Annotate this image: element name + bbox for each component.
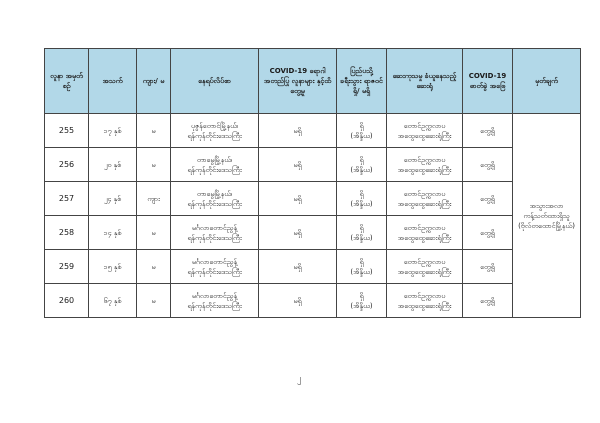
address-line: ရန်ကုန်တိုင်းဒေသကြီး [187, 165, 242, 174]
hospital-line: တောင်ဥက္ကလာပ [403, 257, 446, 266]
cell-test-result: တွေ့ရှိ [463, 114, 513, 148]
table-row [45, 284, 581, 318]
address-line: ပုဇွန်တောင်မြို့နယ်၊ [191, 121, 238, 130]
address-line: ရန်ကုန်တိုင်းဒေသကြီး [187, 233, 242, 242]
cell-sex: မ [137, 284, 171, 318]
travel-line: (အိန္ဒိယ) [350, 301, 373, 310]
cell-travel-history [337, 114, 387, 148]
cell-contact: မရှိ [259, 114, 337, 148]
address-line: မင်္ဂလာတောင်ညွန့် [191, 257, 238, 266]
cell-travel-history [337, 250, 387, 284]
cell-sex: မ [137, 216, 171, 250]
cell-travel-history [337, 182, 387, 216]
cell-test-result: တွေ့ရှိ [463, 148, 513, 182]
address-line: မင်္ဂလာတောင်ညွန့် [191, 223, 238, 232]
cell-address [171, 182, 259, 216]
cell-age: ၁၅ နှစ် [89, 250, 137, 284]
travel-line: ရှိ [359, 223, 364, 232]
cell-hospital [387, 114, 463, 148]
travel-line: (အိန္ဒိယ) [350, 165, 373, 174]
table-header [45, 49, 581, 114]
cell-travel-history [337, 216, 387, 250]
cell-address [171, 284, 259, 318]
address-line: ရန်ကုန်တိုင်းဒေသကြီး [187, 199, 242, 208]
cell-contact: မရှိ [259, 182, 337, 216]
travel-line: ရှိ [359, 121, 364, 130]
header-patient-number: လူနာ အမှတ် စဉ် [45, 49, 89, 114]
header-travel-history: ပြည်ပသို့ ခရီးသွား ရာဇဝင် ရှိ/ မရှိ [337, 49, 387, 114]
address-line: ရန်ကုန်တိုင်းဒေသကြီး [187, 301, 242, 310]
cell-age: ၂၀ နှစ် [89, 148, 137, 182]
hospital-line: တောင်ဥက္ကလာပ [403, 189, 446, 198]
remark-line: ကန့်သတ်ထားရှိသူ [523, 211, 570, 220]
table-row [45, 114, 581, 148]
header-sex: ကျား/ မ [137, 49, 171, 114]
hospital-line: အထွေထွေဆေးရုံကြီး [397, 199, 452, 208]
address-line: ရန်ကုန်တိုင်းဒေသကြီး [187, 267, 242, 276]
patient-table-wrapper [44, 48, 580, 318]
table-row [45, 216, 581, 250]
cell-contact: မရှိ [259, 250, 337, 284]
cell-age: ၁၇ နှစ် [89, 114, 137, 148]
cell-address [171, 114, 259, 148]
cell-sex: မ [137, 114, 171, 148]
hospital-line: အထွေထွေဆေးရုံကြီး [397, 301, 452, 310]
cell-age: ၁၄ နှစ် [89, 216, 137, 250]
cell-hospital [387, 216, 463, 250]
cell-patient-number: 256 [45, 148, 89, 182]
cell-sex: မ [137, 148, 171, 182]
hospital-line: အထွေထွေဆေးရုံကြီး [397, 131, 452, 140]
cell-address [171, 148, 259, 182]
cell-test-result: တွေ့ရှိ [463, 216, 513, 250]
patient-table [44, 48, 581, 318]
travel-line: ရှိ [359, 155, 364, 164]
header-remark: မှတ်ချက် [513, 49, 581, 114]
cell-contact: မရှိ [259, 148, 337, 182]
table-row [45, 182, 581, 216]
header-row [45, 49, 581, 114]
cell-sex: မ [137, 250, 171, 284]
address-line: မင်္ဂလာတောင်ညွန့် [191, 291, 238, 300]
header-address: နေရပ်လိပ်စာ [171, 49, 259, 114]
cell-hospital [387, 148, 463, 182]
cell-patient-number: 259 [45, 250, 89, 284]
cell-address [171, 216, 259, 250]
hospital-line: တောင်ဥက္ကလာပ [403, 155, 446, 164]
table-row [45, 250, 581, 284]
remark-line: အသွားအလာ [529, 201, 564, 210]
cell-contact: မရှိ [259, 216, 337, 250]
cell-hospital [387, 284, 463, 318]
cell-test-result: တွေ့ရှိ [463, 182, 513, 216]
cell-hospital [387, 250, 463, 284]
cell-patient-number: 255 [45, 114, 89, 148]
cell-remark [513, 114, 581, 318]
cell-sex: ကျား [137, 182, 171, 216]
hospital-line: အထွေထွေဆေးရုံကြီး [397, 233, 452, 242]
cell-patient-number: 257 [45, 182, 89, 216]
header-hospital: ဆေးကုသမှု ခံယူနေသည့် ဆေးရုံ [387, 49, 463, 114]
travel-line: ရှိ [359, 257, 364, 266]
travel-line: (အိန္ဒိယ) [350, 199, 373, 208]
address-line: ရန်ကုန်တိုင်းဒေသကြီး [187, 131, 242, 140]
hospital-line: တောင်ဥက္ကလာပ [403, 291, 446, 300]
table-row [45, 148, 581, 182]
header-test-result: COVID-19 ဓာတ်ခွဲ အဖြေ [463, 49, 513, 114]
travel-line: ရှိ [359, 189, 364, 198]
header-contact: COVID-19 ရောဂါ အတည်ပြု လူနာများ နှင့်ထိတွေ့မှု [259, 49, 337, 114]
cell-contact: မရှိ [259, 284, 337, 318]
cell-travel-history [337, 284, 387, 318]
table-body [45, 114, 581, 318]
cell-address [171, 250, 259, 284]
travel-line: (အိန္ဒိယ) [350, 131, 373, 140]
address-line: တာမွေမြို့နယ်၊ [196, 155, 233, 164]
cell-patient-number: 260 [45, 284, 89, 318]
cell-hospital [387, 182, 463, 216]
cell-test-result: တွေ့ရှိ [463, 284, 513, 318]
address-line: တာမွေမြို့နယ်၊ [196, 189, 233, 198]
travel-line: (အိန္ဒိယ) [350, 233, 373, 242]
travel-line: ရှိ [359, 291, 364, 300]
remark-line: (ဗိုလ်တထောင်မြို့နယ်) [518, 221, 575, 230]
header-age: အသက် [89, 49, 137, 114]
hospital-line: အထွေထွေဆေးရုံကြီး [397, 267, 452, 276]
hospital-line: တောင်ဥက္ကလာပ [403, 223, 446, 232]
cell-travel-history [337, 148, 387, 182]
cell-test-result: တွေ့ရှိ [463, 250, 513, 284]
cell-patient-number: 258 [45, 216, 89, 250]
travel-line: (အိန္ဒိယ) [350, 267, 373, 276]
hospital-line: အထွေထွေဆေးရုံကြီး [397, 165, 452, 174]
page-number: ၂ [297, 374, 302, 384]
cell-age: ၆၇ နှစ် [89, 284, 137, 318]
cell-age: ၂၄ နှစ် [89, 182, 137, 216]
hospital-line: တောင်ဥက္ကလာပ [403, 121, 446, 130]
